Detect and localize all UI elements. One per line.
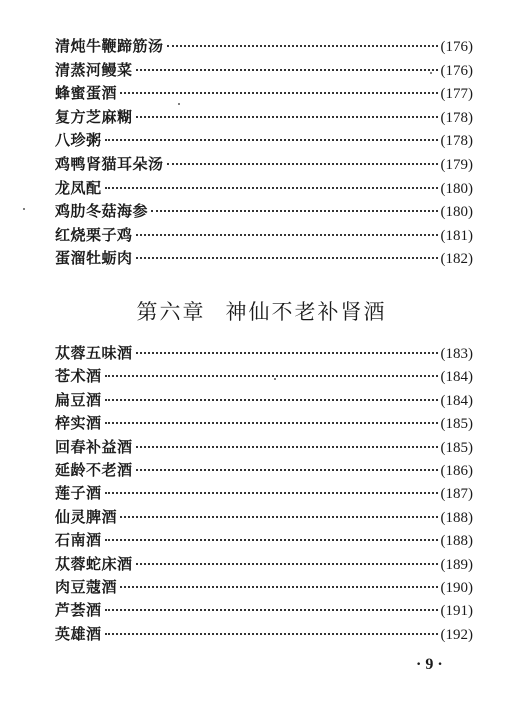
toc-entry-page: (189) [440, 556, 473, 573]
toc-entry-page: (180) [440, 204, 473, 221]
toc-entry [55, 623, 473, 646]
toc-entry [55, 389, 473, 412]
toc-entry-title: 鸡鸭肾猫耳朵汤 [55, 154, 164, 173]
toc-entry-page: (180) [440, 180, 473, 197]
dot-leader [105, 539, 438, 541]
dot-leader [136, 69, 438, 71]
toc-entry [55, 553, 473, 576]
dot-leader [105, 139, 438, 141]
toc-entry-page: (190) [440, 579, 473, 596]
toc-entry-page: (178) [440, 133, 473, 150]
toc-entry-page: (178) [440, 109, 473, 126]
dot-leader [105, 375, 438, 377]
toc-entry-page: (184) [440, 392, 473, 409]
toc-entry-title: 复方芝麻糊 [55, 107, 133, 126]
toc-entry-page: (191) [440, 603, 473, 620]
dot-leader [105, 609, 438, 611]
scan-speck [274, 378, 276, 380]
toc-entry [55, 459, 473, 482]
dot-leader [136, 257, 438, 259]
dot-leader [105, 187, 438, 189]
toc-entry-title: 蜂蜜蛋酒 [55, 84, 118, 103]
dot-leader [120, 586, 437, 588]
scan-speck [430, 72, 432, 74]
toc-entry-title: 清蒸河鳗菜 [55, 60, 133, 79]
toc-entry-page: (176) [440, 62, 473, 79]
toc-section-upper [55, 35, 473, 271]
toc-entry [55, 342, 473, 365]
toc-entry-page: (192) [440, 626, 473, 643]
dot-leader [136, 352, 438, 354]
toc-entry-title: 仙灵脾酒 [55, 507, 118, 526]
chapter-title: 神仙不老补肾酒 [225, 300, 387, 324]
toc-entry-page: (184) [440, 369, 473, 386]
toc-entry [55, 247, 473, 271]
toc-entry [55, 599, 473, 622]
dot-leader [136, 446, 438, 448]
dot-leader [151, 210, 437, 212]
toc-entry-page: (176) [440, 39, 473, 55]
toc-entry-title: 清炖牛鞭蹄筋汤 [55, 37, 164, 55]
chapter-heading [0, 296, 523, 326]
toc-entry-page: (187) [440, 486, 473, 503]
toc-entry [55, 412, 473, 435]
scan-speck [178, 103, 180, 105]
toc-entry-page: (181) [440, 227, 473, 244]
toc-entry-title: 芦荟酒 [55, 601, 102, 620]
toc-entry-title: 扁豆酒 [55, 390, 102, 409]
toc-entry-title: 龙凤配 [55, 178, 102, 197]
toc-entry-page: (179) [440, 156, 473, 173]
toc-entry [55, 576, 473, 599]
dot-leader [120, 92, 437, 94]
dot-leader [167, 163, 438, 165]
chapter-number: 第六章 [136, 300, 206, 324]
toc-entry-title: 苁蓉蛇床酒 [55, 554, 133, 573]
toc-entry-title: 苁蓉五味酒 [55, 344, 133, 362]
dot-leader [120, 516, 437, 518]
toc-entry [55, 224, 473, 248]
dot-leader [105, 399, 438, 401]
toc-entry-page: (183) [440, 346, 473, 362]
toc-entry-title: 石南酒 [55, 531, 102, 550]
toc-entry [55, 59, 473, 83]
toc-entry-page: (177) [440, 86, 473, 103]
toc-section-lower [55, 342, 473, 646]
toc-entry [55, 35, 473, 59]
toc-entry-page: (188) [440, 509, 473, 526]
toc-entry [55, 365, 473, 388]
scan-speck [23, 208, 25, 210]
toc-entry-page: (188) [440, 533, 473, 550]
toc-entry-title: 回春补益酒 [55, 437, 133, 456]
toc-entry-page: (182) [440, 251, 473, 268]
toc-entry-title: 苍术酒 [55, 367, 102, 386]
dot-leader [167, 45, 438, 47]
toc-entry-title: 蛋溜牡蛎肉 [55, 249, 133, 268]
toc-entry [55, 436, 473, 459]
toc-entry-title: 梓实酒 [55, 414, 102, 433]
toc-entry [55, 177, 473, 201]
toc-entry-title: 英雄酒 [55, 624, 102, 643]
toc-entry [55, 200, 473, 224]
toc-entry [55, 106, 473, 130]
toc-entry [55, 82, 473, 106]
page-number: · 9 · [416, 656, 443, 673]
dot-leader [136, 563, 438, 565]
toc-entry-title: 肉豆蔻酒 [55, 577, 118, 596]
toc-entry-title: 莲子酒 [55, 484, 102, 503]
dot-leader [105, 492, 438, 494]
toc-entry [55, 129, 473, 153]
toc-entry-page: (185) [440, 439, 473, 456]
dot-leader [136, 469, 438, 471]
toc-entry-title: 鸡肋冬菇海参 [55, 202, 149, 221]
dot-leader [105, 633, 438, 635]
toc-entry-title: 红烧栗子鸡 [55, 225, 133, 244]
toc-entry [55, 482, 473, 505]
dot-leader [105, 422, 438, 424]
toc-entry [55, 153, 473, 177]
toc-entry [55, 506, 473, 529]
toc-entry-title: 八珍粥 [55, 131, 102, 150]
dot-leader [136, 116, 438, 118]
toc-entry-title: 延龄不老酒 [55, 460, 133, 479]
toc-entry-page: (185) [440, 416, 473, 433]
toc-entry-page: (186) [440, 462, 473, 479]
toc-entry [55, 529, 473, 552]
dot-leader [136, 234, 438, 236]
